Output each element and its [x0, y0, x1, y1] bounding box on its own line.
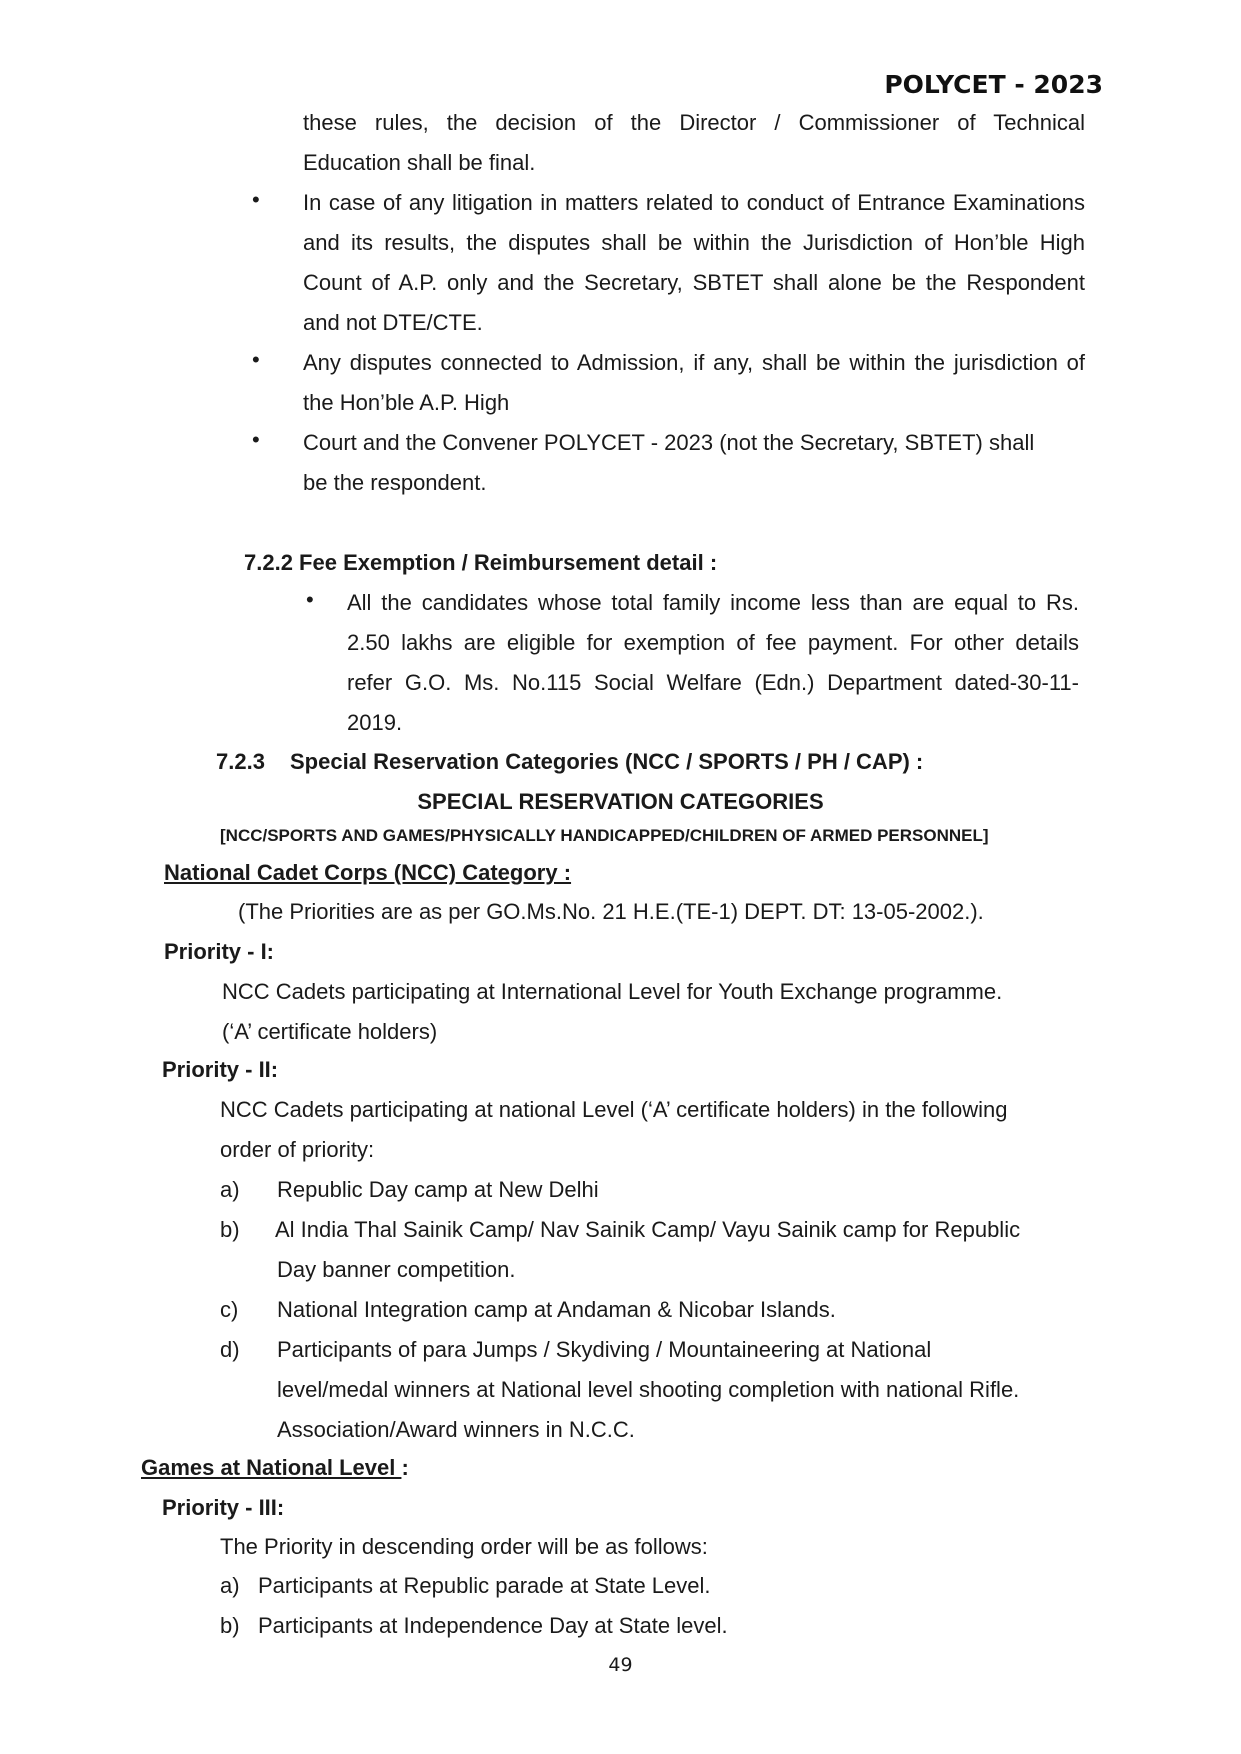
priority-2-item-d-line-2: level/medal winners at National level shooting completion with national Rifle. [277, 1377, 1020, 1402]
bullet-1-line-3: Count of A.P. only and the Secretary, SBTET shall alone be the Respondent [303, 270, 1085, 295]
list-marker: a) [220, 1573, 240, 1598]
priority-1-label: Priority - I: [164, 939, 275, 964]
bullet-3-line-1: Court and the Convener POLYCET - 2023 (not the Secretary, SBTET) shall [303, 430, 1035, 455]
priority-1-line-1: NCC Cadets participating at International Level for Youth Exchange programme. [222, 979, 1003, 1004]
bullet-icon: • [306, 587, 314, 612]
bullet-1-line-1: In case of any litigation in matters related to conduct of Entrance Examinations [303, 190, 1085, 215]
section-723-number: 7.2.3 [216, 749, 265, 774]
bullet-icon: • [252, 347, 260, 372]
bullet-icon: • [252, 427, 260, 452]
section-723-heading: Special Reservation Categories (NCC / SPORTS / PH / CAP) : [290, 749, 924, 774]
section-722-heading: 7.2.2 Fee Exemption / Reimbursement detail : [244, 550, 718, 575]
bullet-icon: • [252, 187, 260, 212]
intro-line-2: Education shall be final. [303, 150, 536, 175]
section-723-title: SPECIAL RESERVATION CATEGORIES [417, 789, 824, 814]
priority-2-intro-line-1: NCC Cadets participating at national Level (‘A’ certificate holders) in the following [220, 1097, 1008, 1122]
priority-2-item-b-line-2: Day banner competition. [277, 1257, 516, 1282]
list-marker: d) [220, 1337, 240, 1362]
list-marker: b) [220, 1217, 240, 1242]
bullet-2-line-1: Any disputes connected to Admission, if any, shall be within the jurisdiction of [303, 350, 1085, 375]
priority-3-label: Priority - III: [162, 1495, 285, 1520]
priority-2-label: Priority - II: [162, 1057, 279, 1082]
games-national-heading [141, 1448, 409, 1488]
priority-1-line-2: (‘A’ certificate holders) [222, 1019, 438, 1044]
priority-2-intro-line-2: order of priority: [220, 1137, 375, 1162]
section-723-subtitle: [NCC/SPORTS AND GAMES/PHYSICALLY HANDICAPPED/CHILDREN OF ARMED PERSONNEL] [220, 826, 989, 845]
priority-3-item-b: Participants at Independence Day at State level. [258, 1613, 728, 1638]
priority-2-item-b-line-1: Al India Thal Sainik Camp/ Nav Sainik Camp/ Vayu Sainik camp for Republic [275, 1217, 1021, 1242]
page-header-title: POLYCET - 2023 [884, 70, 1103, 99]
ncc-category-heading: National Cadet Corps (NCC) Category : [164, 860, 572, 885]
bullet-1-line-4: and not DTE/CTE. [303, 310, 483, 335]
bullet-1-line-2: and its results, the disputes shall be within the Jurisdiction of Hon’ble High [303, 230, 1085, 255]
fee-line-4: 2019. [347, 710, 403, 735]
intro-line-1: these rules, the decision of the Director / Commissioner of Technical [303, 110, 1085, 135]
page-number: 49 [608, 1654, 633, 1676]
bullet-3-line-2: be the respondent. [303, 470, 487, 495]
bullet-2-line-2: the Hon’ble A.P. High [303, 390, 510, 415]
list-marker: c) [220, 1297, 239, 1322]
fee-line-3: refer G.O. Ms. No.115 Social Welfare (Edn.) Department dated-30-11- [347, 670, 1079, 695]
priority-3-item-a: Participants at Republic parade at State Level. [258, 1573, 711, 1598]
games-heading-suffix: : [401, 1455, 409, 1480]
priority-2-item-a: Republic Day camp at New Delhi [277, 1177, 599, 1202]
fee-line-2: 2.50 lakhs are eligible for exemption of fee payment. For other details [347, 630, 1079, 655]
games-heading-text: Games at National Level [141, 1455, 402, 1480]
priority-2-item-d-line-3: Association/Award winners in N.C.C. [277, 1417, 635, 1442]
priority-3-intro: The Priority in descending order will be as follows: [220, 1534, 708, 1559]
list-marker: a) [220, 1177, 240, 1202]
ncc-priority-note: (The Priorities are as per GO.Ms.No. 21 H.E.(TE-1) DEPT. DT: 13-05-2002.). [238, 899, 984, 924]
fee-line-1: All the candidates whose total family income less than are equal to Rs. [347, 590, 1079, 615]
priority-2-item-c: National Integration camp at Andaman & Nicobar Islands. [277, 1297, 836, 1322]
priority-2-item-d-line-1: Participants of para Jumps / Skydiving / Mountaineering at National [277, 1337, 932, 1362]
list-marker: b) [220, 1613, 240, 1638]
